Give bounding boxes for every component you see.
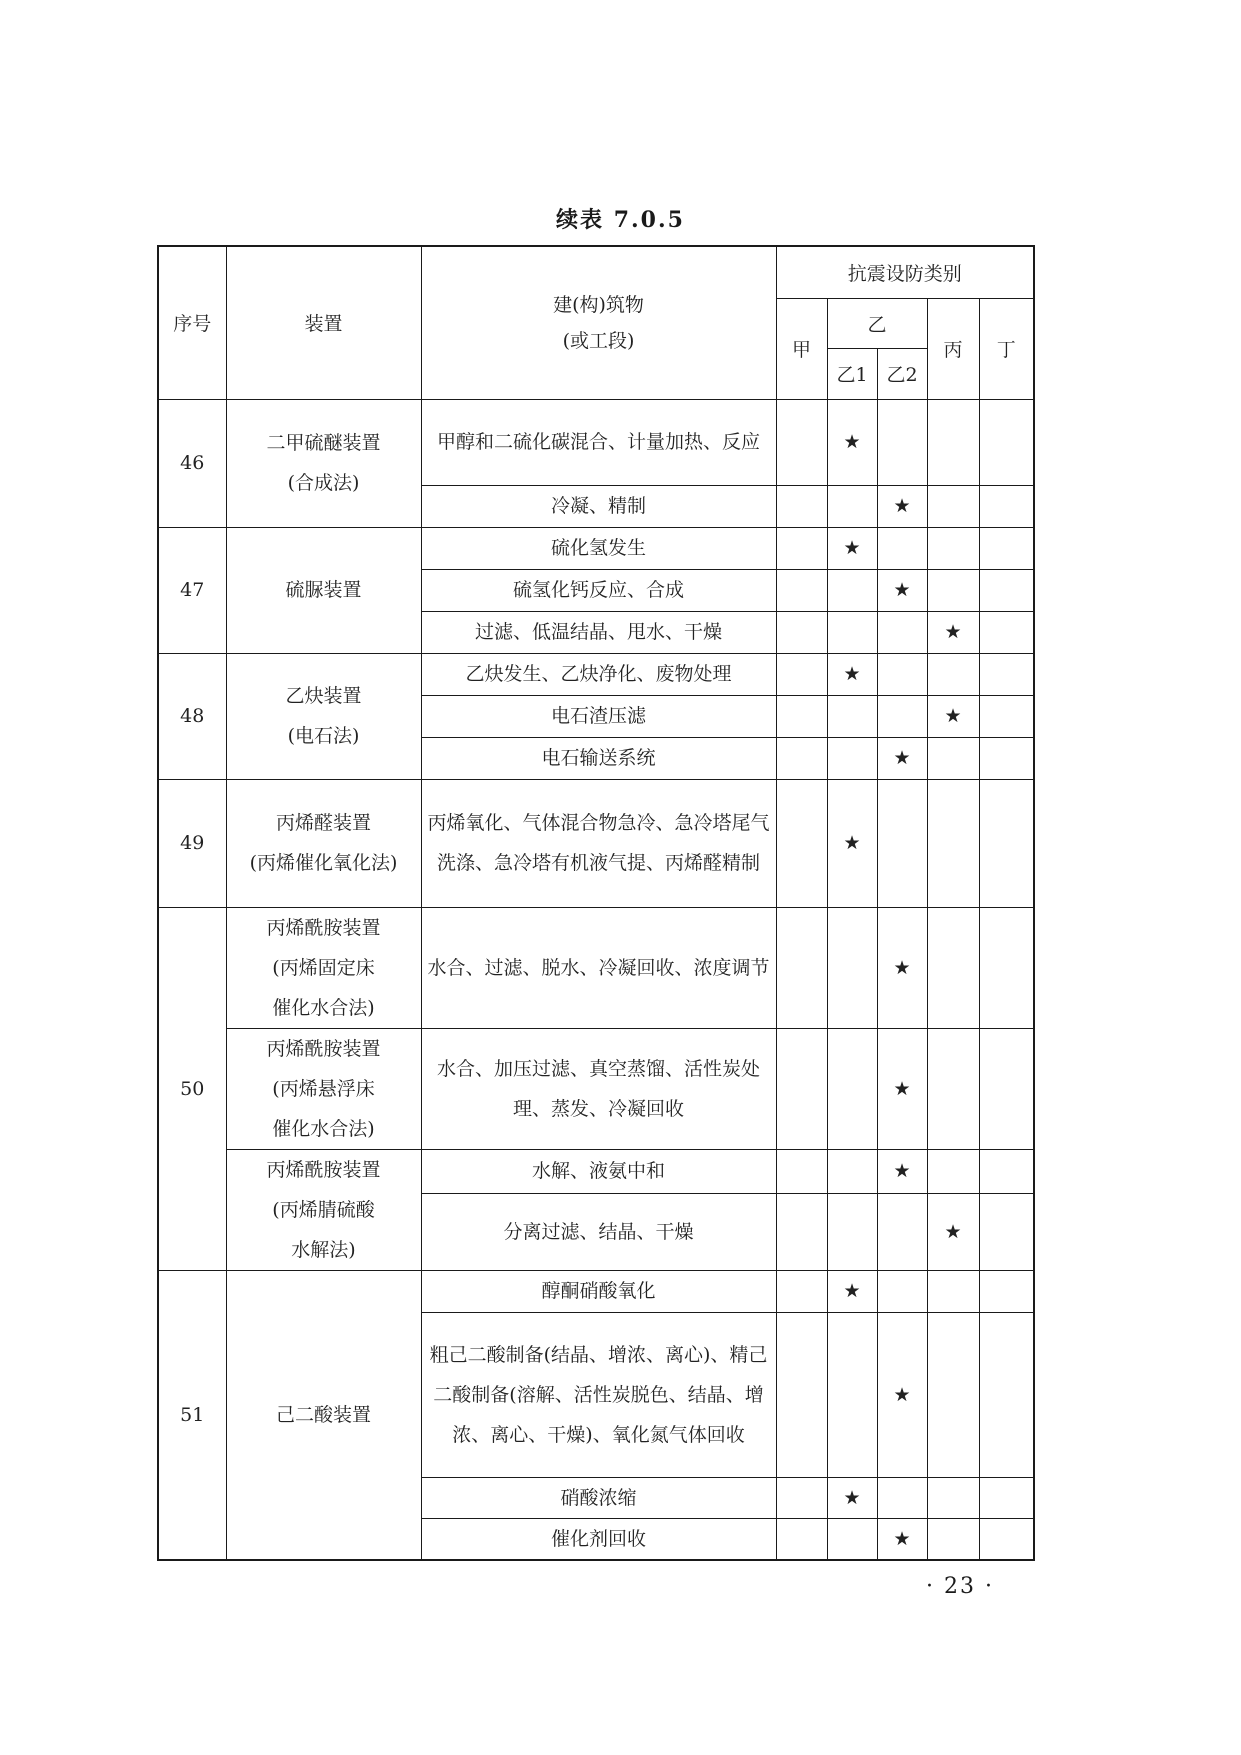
star-mark: ★ [877, 1149, 927, 1194]
category-cell [927, 779, 979, 907]
category-cell [927, 399, 979, 485]
device-name-line: 二甲硫醚装置 [266, 432, 381, 454]
category-cell [776, 1518, 827, 1560]
building-name: 分离过滤、结晶、干燥 [421, 1194, 776, 1270]
building-name: 水合、加压过滤、真空蒸馏、活性炭处理、蒸发、冷凝回收 [421, 1028, 776, 1149]
device-name-line: 催化水合法) [272, 1117, 375, 1140]
category-cell [979, 779, 1034, 907]
category-cell [979, 907, 1034, 1028]
building-name: 催化剂回收 [421, 1518, 776, 1560]
category-cell [776, 399, 827, 485]
category-cell [877, 399, 927, 485]
category-cell [827, 695, 877, 737]
building-name: 过滤、低温结晶、甩水、干燥 [421, 611, 776, 653]
star-mark: ★ [927, 1194, 979, 1270]
category-cell [776, 779, 827, 907]
device-name [226, 1028, 421, 1149]
device-name-line: (丙烯固定床 [272, 956, 375, 979]
star-mark: ★ [927, 695, 979, 737]
table-header [158, 246, 1034, 399]
table-row [158, 1149, 1034, 1194]
category-cell [927, 737, 979, 779]
header-yi: 乙 [827, 298, 927, 348]
device-name-line: (电石法) [287, 725, 360, 747]
category-cell [979, 399, 1034, 485]
star-mark: ★ [827, 1270, 877, 1312]
device-name [226, 653, 421, 779]
star-mark: ★ [877, 1028, 927, 1149]
table-row [158, 527, 1034, 569]
seismic-category-table [157, 245, 1035, 1561]
category-cell [877, 779, 927, 907]
row-index: 49 [158, 779, 226, 907]
category-cell [877, 695, 927, 737]
category-cell [927, 569, 979, 611]
star-mark: ★ [927, 611, 979, 653]
category-cell [979, 1149, 1034, 1194]
device-name [226, 1149, 421, 1270]
device-name [226, 399, 421, 527]
category-cell [927, 1518, 979, 1560]
category-cell [776, 485, 827, 527]
category-cell [776, 1270, 827, 1312]
category-cell [776, 1194, 827, 1270]
header-yi1: 乙1 [827, 348, 877, 399]
star-mark: ★ [877, 569, 927, 611]
category-cell [927, 1312, 979, 1477]
building-name: 电石输送系统 [421, 737, 776, 779]
category-cell [827, 1518, 877, 1560]
category-cell [776, 737, 827, 779]
table-row [158, 1270, 1034, 1312]
star-mark: ★ [877, 1518, 927, 1560]
device-name [226, 907, 421, 1028]
device-name-line: 催化水合法) [272, 996, 375, 1019]
device-name-line: 丙烯酰胺装置 [266, 1037, 381, 1060]
star-mark: ★ [877, 485, 927, 527]
star-mark: ★ [827, 1477, 877, 1518]
category-cell [979, 737, 1034, 779]
building-name: 硝酸浓缩 [421, 1477, 776, 1518]
building-name: 粗己二酸制备(结晶、增浓、离心)、精己二酸制备(溶解、活性炭脱色、结晶、增浓、离心、干燥)、氧化氮气体回收 [421, 1312, 776, 1477]
star-mark: ★ [827, 653, 877, 695]
category-cell [979, 695, 1034, 737]
category-cell [877, 1477, 927, 1518]
star-mark: ★ [877, 1312, 927, 1477]
header-jia: 甲 [776, 298, 827, 399]
category-cell [827, 569, 877, 611]
category-cell [927, 1149, 979, 1194]
device-name-line: 己二酸装置 [275, 1403, 371, 1426]
category-cell [927, 527, 979, 569]
category-cell [979, 653, 1034, 695]
category-cell [827, 1194, 877, 1270]
star-mark: ★ [827, 527, 877, 569]
category-cell [776, 569, 827, 611]
star-mark: ★ [827, 399, 877, 485]
category-cell [979, 1270, 1034, 1312]
category-cell [877, 611, 927, 653]
device-name-line: 硫脲装置 [285, 579, 362, 601]
table-row [158, 1028, 1034, 1149]
row-index: 50 [158, 907, 226, 1270]
device-name [226, 1270, 421, 1560]
building-name: 电石渣压滤 [421, 695, 776, 737]
device-name-line: 丙烯酰胺装置 [266, 1158, 381, 1181]
device-name-line: (丙烯腈硫酸 [272, 1198, 375, 1221]
device-name-line: 水解法) [291, 1238, 356, 1261]
category-cell [827, 485, 877, 527]
star-mark: ★ [827, 779, 877, 907]
row-index: 48 [158, 653, 226, 779]
category-cell [827, 1028, 877, 1149]
category-cell [979, 1312, 1034, 1477]
category-cell [979, 1477, 1034, 1518]
category-cell [927, 907, 979, 1028]
header-bing: 丙 [927, 298, 979, 399]
table-body [158, 399, 1034, 1560]
header-yi2: 乙2 [877, 348, 927, 399]
row-index: 46 [158, 399, 226, 527]
device-name-line: (丙烯悬浮床 [272, 1077, 375, 1100]
category-cell [776, 653, 827, 695]
category-cell [979, 1028, 1034, 1149]
device-name-line: (丙烯催化氧化法) [249, 852, 398, 874]
device-name-line: 丙烯酰胺装置 [266, 916, 381, 939]
row-index: 47 [158, 527, 226, 653]
category-cell [877, 653, 927, 695]
category-cell [927, 1270, 979, 1312]
building-name: 水解、液氨中和 [421, 1149, 776, 1194]
device-name-line: 丙烯醛装置 [275, 812, 371, 834]
device-name [226, 527, 421, 653]
header-ding: 丁 [979, 298, 1034, 399]
star-mark: ★ [877, 737, 927, 779]
category-cell [827, 907, 877, 1028]
page-number: · 23 · [926, 1574, 994, 1599]
category-cell [776, 695, 827, 737]
category-cell [979, 611, 1034, 653]
header-building [421, 246, 776, 399]
building-name: 硫化氢发生 [421, 527, 776, 569]
category-cell [979, 485, 1034, 527]
table-row [158, 399, 1034, 485]
building-name: 甲醇和二硫化碳混合、计量加热、反应 [421, 399, 776, 485]
category-cell [927, 653, 979, 695]
table-caption: 续表 7.0.5 [556, 207, 685, 233]
device-name-line: (合成法) [287, 472, 360, 494]
header-building-line1: 建(构)筑物 [553, 293, 644, 316]
table-row [158, 907, 1034, 1028]
category-cell [827, 1312, 877, 1477]
row-index: 51 [158, 1270, 226, 1560]
category-cell [877, 527, 927, 569]
star-mark: ★ [877, 907, 927, 1028]
header-device: 装置 [226, 246, 421, 399]
category-cell [827, 611, 877, 653]
category-cell [827, 1149, 877, 1194]
category-cell [776, 1149, 827, 1194]
table-row [158, 779, 1034, 907]
building-name: 硫氢化钙反应、合成 [421, 569, 776, 611]
category-cell [776, 1477, 827, 1518]
table-row [158, 653, 1034, 695]
category-cell [776, 907, 827, 1028]
building-name: 冷凝、精制 [421, 485, 776, 527]
category-cell [877, 1194, 927, 1270]
category-cell [979, 1194, 1034, 1270]
category-cell [927, 1477, 979, 1518]
category-cell [979, 527, 1034, 569]
device-name-line: 乙炔装置 [285, 685, 362, 707]
category-cell [776, 527, 827, 569]
device-name [226, 779, 421, 907]
category-cell [979, 1518, 1034, 1560]
building-name: 乙炔发生、乙炔净化、废物处理 [421, 653, 776, 695]
category-cell [827, 737, 877, 779]
header-category: 抗震设防类别 [776, 246, 1034, 298]
category-cell [927, 485, 979, 527]
building-name: 醇酮硝酸氧化 [421, 1270, 776, 1312]
category-cell [927, 1028, 979, 1149]
building-name: 水合、过滤、脱水、冷凝回收、浓度调节 [421, 907, 776, 1028]
category-cell [776, 1312, 827, 1477]
category-cell [877, 1270, 927, 1312]
category-cell [776, 611, 827, 653]
category-cell [776, 1028, 827, 1149]
building-name: 丙烯氧化、气体混合物急冷、急冷塔尾气洗涤、急冷塔有机液气提、丙烯醛精制 [421, 779, 776, 907]
category-cell [979, 569, 1034, 611]
header-index: 序号 [158, 246, 226, 399]
header-building-line2: (或工段) [562, 329, 635, 352]
